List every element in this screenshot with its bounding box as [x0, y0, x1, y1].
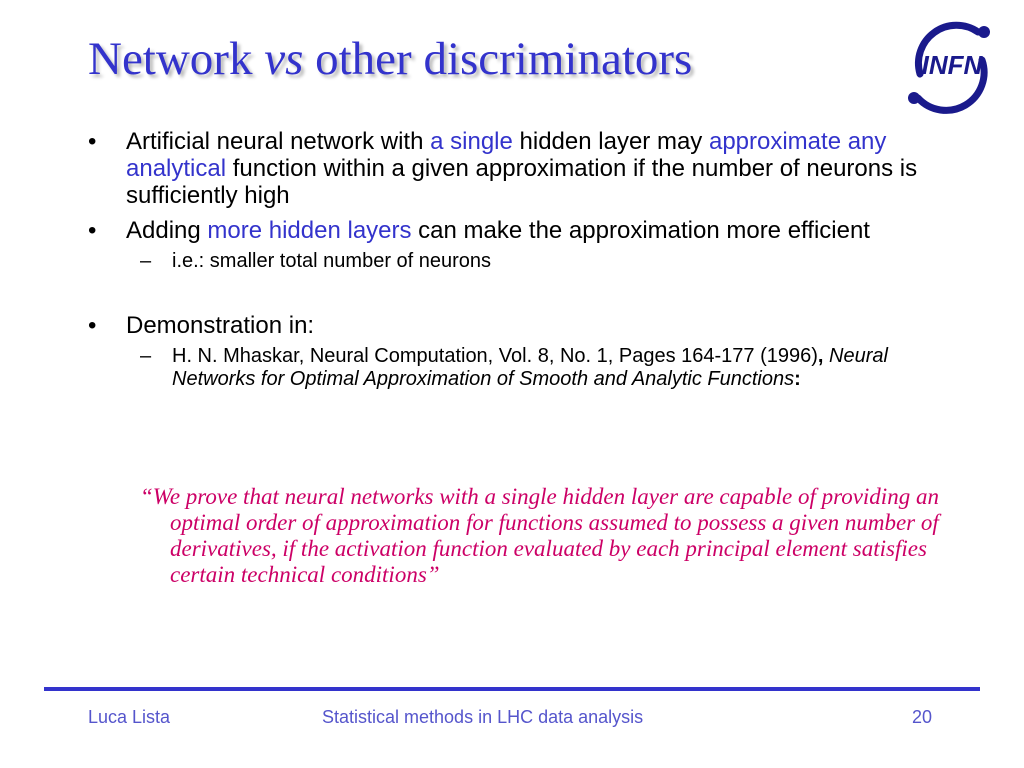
bullet-2-highlight: more hidden layers: [207, 217, 412, 244]
bullet-2-text: Adding: [126, 217, 208, 244]
bullet-1: [88, 128, 948, 209]
footer-page-number: 20: [912, 707, 933, 727]
bullet-2-text: can make the approximation more efficient: [411, 217, 870, 244]
footer-author: Luca Lista: [88, 707, 171, 727]
bullet-1-highlight-2: approximate any analytical: [126, 128, 887, 182]
slide-title: [88, 33, 693, 85]
bullet-1-text: function within a given approximation if the number of neurons is sufficiently high: [126, 155, 918, 209]
reference-title: Neural Networks for Optimal Approximation of Smooth and Analytic Functions: [172, 345, 888, 390]
title-italic: vs: [264, 33, 304, 85]
title-part-1: Network: [88, 33, 253, 85]
svg-text:INFN: INFN: [921, 50, 983, 80]
footer-divider: [44, 687, 980, 691]
sub-bullet-2-1: [88, 250, 948, 273]
quote-block: “We prove that neural networks with a single hidden layer are capable of providing an optimal order of approximation for functions assumed to possess a given number of derivatives, if the activation function evaluated by each principal element satisfies certain technical conditions”: [140, 484, 939, 587]
bullet-marker: •: [88, 128, 97, 155]
reference-citation: H. N. Mhaskar, Neural Computation, Vol. 8, No. 1, Pages 164-177 (1996): [172, 345, 818, 367]
sub-bullet-marker: –: [140, 250, 152, 272]
bullet-1-text: Artificial neural network with: [126, 128, 431, 155]
sub-bullet-text: i.e.: smaller total number of neurons: [172, 250, 492, 272]
bullet-marker: •: [88, 312, 97, 339]
footer-course: Statistical methods in LHC data analysis: [322, 707, 644, 727]
bullet-1-text: hidden layer may: [512, 128, 709, 155]
bullet-1-highlight-1: a single: [430, 128, 513, 155]
slide-content: [88, 128, 948, 391]
bullet-3: [88, 312, 948, 339]
title-part-2: other discriminators: [315, 33, 693, 85]
reference-colon: :: [794, 368, 801, 390]
sub-bullet-3-1: [88, 345, 948, 391]
infn-logo: [900, 14, 1000, 114]
bullet-marker: •: [88, 217, 97, 244]
sub-bullet-marker: –: [140, 345, 152, 367]
bullet-3-text: Demonstration in:: [126, 312, 315, 339]
bullet-2: [88, 217, 948, 244]
reference-comma: ,: [817, 345, 824, 367]
